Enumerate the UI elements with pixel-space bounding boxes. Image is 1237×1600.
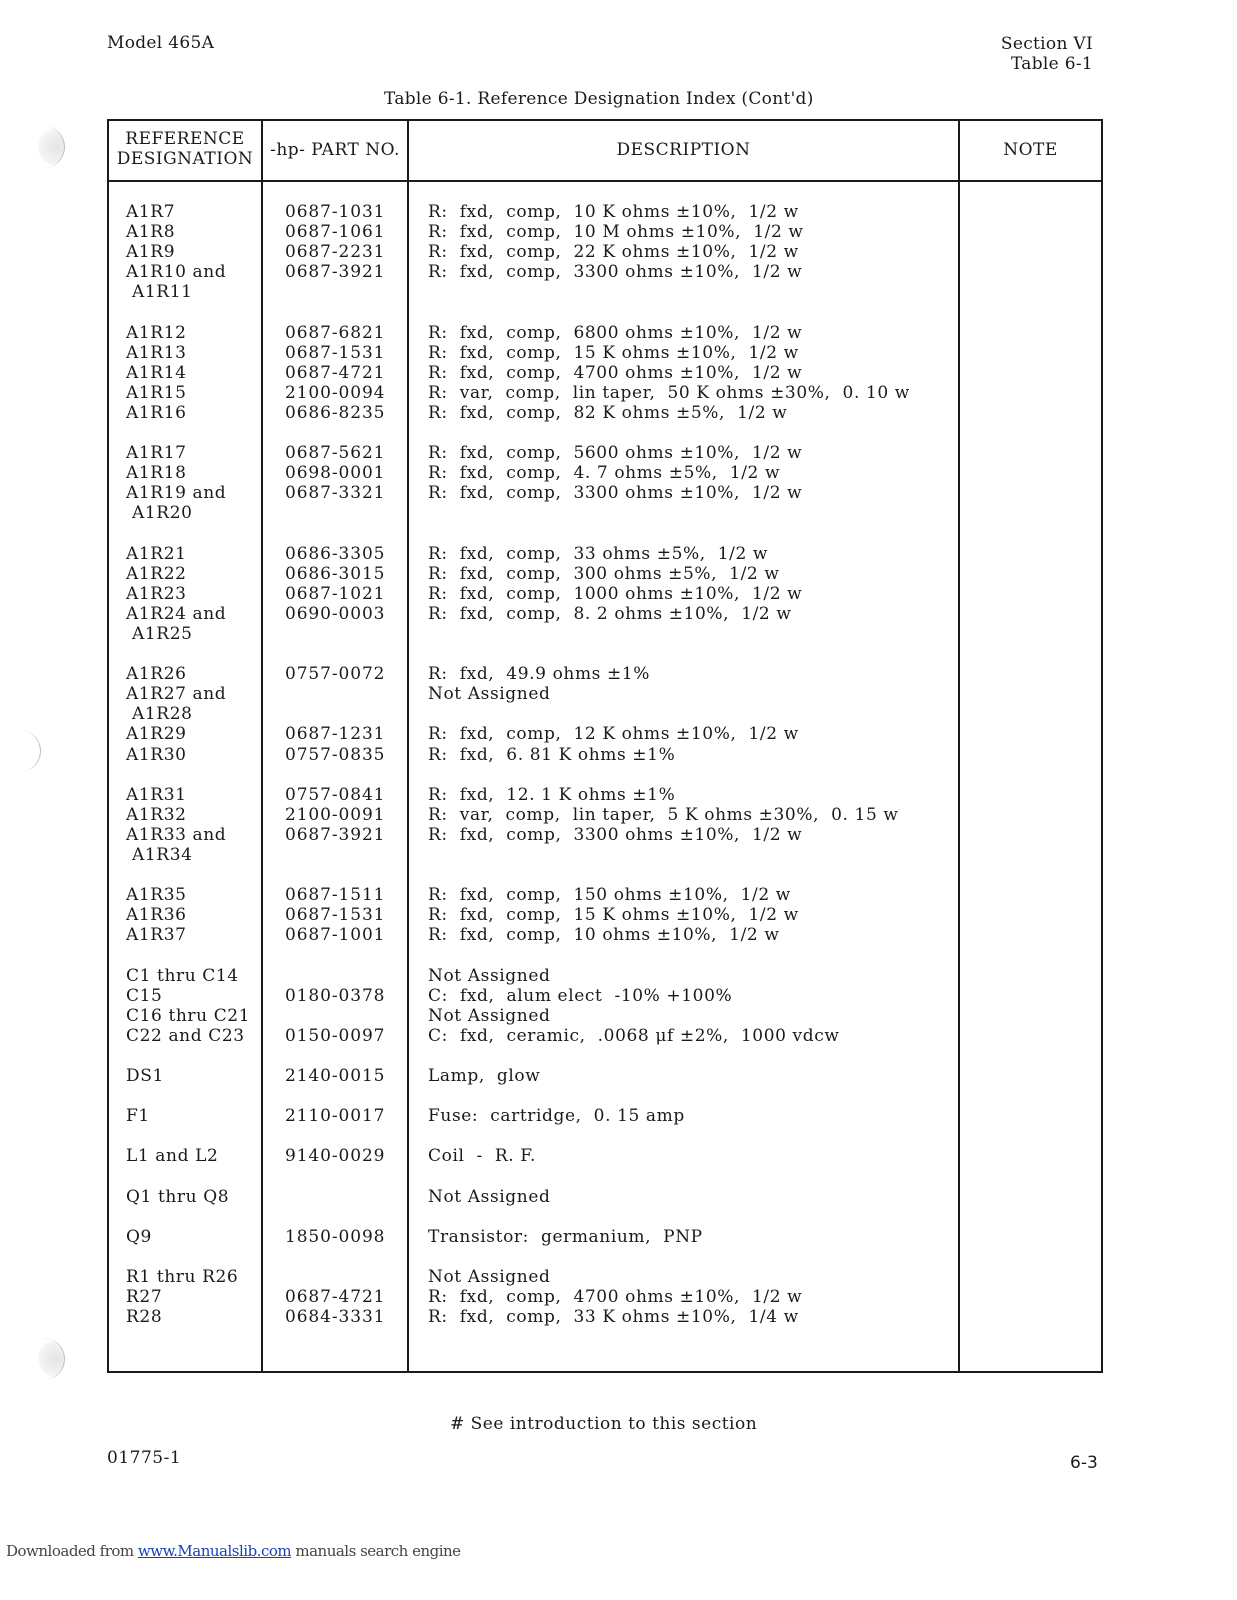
part-number-cell: 0698-0001 [285, 463, 386, 484]
part-number-cell [285, 865, 385, 885]
part-number-cell: 0687-1031 [285, 202, 386, 222]
table-bottom-border [107, 1371, 1103, 1373]
reference-designation-cell: A1R33 and [126, 824, 227, 845]
part-number-cell: 0686-8235 [285, 402, 386, 423]
description-cell [428, 282, 910, 302]
description-cell: R: fxd, comp, 12 K ohms ±10%, 1/2 w [428, 724, 799, 745]
manualslib-link[interactable]: www.Manualslib.com [137, 1542, 292, 1560]
reference-designation-cell: A1R28 [126, 704, 193, 725]
reference-designation-cell [126, 423, 250, 443]
description-cell: R: fxd, comp, 82 K ohms ±5%, 1/2 w [428, 402, 788, 423]
document-number: 01775-1 [107, 1448, 182, 1468]
reference-designation-cell [126, 865, 250, 885]
description-cell: R: fxd, comp, 3300 ohms ±10%, 1/2 w [428, 483, 803, 504]
description-cell: R: fxd, comp, 22 K ohms ±10%, 1/2 w [428, 242, 799, 263]
description-cell: Not Assigned [428, 965, 551, 986]
description-cell: R: fxd, comp, 4700 ohms ±10%, 1/2 w [428, 1287, 803, 1308]
description-cell: R: fxd, comp, 33 K ohms ±10%, 1/4 w [428, 1307, 799, 1328]
part-number-cell: 0757-0841 [285, 784, 386, 805]
description-cell: Transistor: germanium, PNP [428, 1226, 703, 1247]
part-number-cell: 0684-3331 [285, 1307, 386, 1328]
reference-designation-cell: A1R21 [126, 543, 187, 564]
description-cell: Not Assigned [428, 1266, 551, 1287]
reference-designation-cell: A1R24 and [126, 603, 227, 624]
table-left-border [107, 119, 109, 1373]
description-cell: R: fxd, comp, 10 K ohms ±10%, 1/2 w [428, 202, 799, 222]
description-cell: R: fxd, comp, 150 ohms ±10%, 1/2 w [428, 885, 791, 906]
reference-designation-cell: A1R13 [126, 342, 187, 363]
description-cell [428, 624, 910, 644]
description-cell: R: fxd, 12. 1 K ohms ±1% [428, 784, 676, 805]
reference-designation-cell: A1R25 [126, 623, 193, 644]
table-right-border [1101, 119, 1103, 1373]
reference-designation-cell: A1R17 [126, 443, 187, 464]
reference-designation-cell: A1R14 [126, 362, 187, 383]
description-cell: Not Assigned [428, 1186, 551, 1207]
part-number-cell: 0687-6821 [285, 322, 386, 343]
part-number-cell: 2100-0091 [285, 804, 386, 825]
part-number-cell: 0687-3921 [285, 262, 386, 283]
reference-designation-cell: A1R7 [126, 202, 176, 222]
description-cell [428, 1247, 910, 1267]
part-number-cell: 0686-3305 [285, 543, 386, 564]
part-number-cell [285, 704, 385, 724]
reference-designation-cell: A1R19 and [126, 483, 227, 504]
download-prefix: Downloaded from [6, 1542, 138, 1560]
header-reference-designation [109, 129, 261, 169]
part-number-cell [285, 423, 385, 443]
part-number-cell [285, 1267, 385, 1287]
table-top-border [107, 119, 1103, 121]
reference-designation-cell: F1 [126, 1106, 150, 1127]
description-cell: Not Assigned [428, 1005, 551, 1026]
part-number-cell: 0687-1231 [285, 724, 386, 745]
description-cell: R: fxd, 49.9 ohms ±1% [428, 664, 651, 685]
section-title: Section VI [1000, 34, 1093, 54]
description-cell: C: fxd, ceramic, .0068 μf ±2%, 1000 vdcw [428, 1025, 840, 1046]
reference-designation-cell: A1R16 [126, 402, 187, 423]
part-number-cell: 0687-3921 [285, 824, 386, 845]
reference-designation-cell [126, 1126, 250, 1146]
download-banner [6, 1542, 461, 1560]
reference-designation-cell: A1R31 [126, 784, 187, 805]
footnote: # See introduction to this section [450, 1414, 758, 1434]
part-number-cell: 2110-0017 [285, 1106, 386, 1127]
part-number-cell: 0757-0072 [285, 664, 386, 685]
model-label: Model 465A [107, 33, 215, 53]
description-cell: R: fxd, comp, 15 K ohms ±10%, 1/2 w [428, 905, 799, 926]
part-number-cell: 0687-1531 [285, 905, 386, 926]
part-number-cell [285, 945, 385, 965]
part-number-cell [285, 1086, 385, 1106]
reference-designation-cell: A1R27 and [126, 684, 227, 705]
description-cell: R: fxd, comp, 300 ohms ±5%, 1/2 w [428, 563, 780, 584]
header-part-no: -hp- PART NO. [270, 140, 400, 160]
download-suffix: manuals search engine [291, 1542, 461, 1560]
punch-hole-middle [14, 730, 41, 772]
description-cell [428, 765, 910, 785]
section-label [1001, 34, 1093, 74]
reference-designation-cell: DS1 [126, 1066, 164, 1087]
reference-column [126, 202, 250, 1327]
reference-designation-cell: L1 and L2 [126, 1146, 219, 1167]
part-number-cell: 0687-1021 [285, 583, 386, 604]
column-divider-2 [407, 119, 409, 1373]
part-number-cell: 0687-1061 [285, 222, 386, 243]
part-number-cell [285, 503, 385, 523]
reference-designation-cell: Q1 thru Q8 [126, 1186, 230, 1207]
part-number-cell [285, 684, 385, 704]
reference-designation-cell: A1R29 [126, 724, 187, 745]
part-number-cell: 1850-0098 [285, 1226, 386, 1247]
reference-designation-cell [126, 1247, 250, 1267]
page-number: 6-3 [1070, 1453, 1098, 1473]
reference-designation-cell: R1 thru R26 [126, 1266, 239, 1287]
part-number-cell: 0687-3321 [285, 483, 386, 504]
column-divider-3 [958, 119, 960, 1373]
part-number-cell: 0687-1511 [285, 885, 386, 906]
reference-designation-cell [126, 1046, 250, 1066]
part-number-cell [285, 765, 385, 785]
part-number-cell [285, 1247, 385, 1267]
part-number-cell: 0757-0835 [285, 744, 386, 765]
description-cell: R: fxd, comp, 4. 7 ohms ±5%, 1/2 w [428, 463, 781, 484]
header-ref-line1: REFERENCE [125, 129, 245, 149]
reference-designation-cell: A1R12 [126, 322, 187, 343]
reference-designation-cell: C1 thru C14 [126, 965, 239, 986]
reference-designation-cell: A1R26 [126, 664, 187, 685]
part-number-cell: 0690-0003 [285, 603, 386, 624]
part-number-cell [285, 966, 385, 986]
part-number-cell: 9140-0029 [285, 1146, 386, 1167]
punch-hole-top [38, 126, 65, 168]
part-number-cell: 0687-5621 [285, 443, 386, 464]
description-cell [428, 644, 910, 664]
punch-hole-bottom [38, 1338, 65, 1380]
column-divider-1 [261, 119, 263, 1373]
header-note: NOTE [1003, 140, 1058, 160]
description-cell [428, 503, 910, 523]
description-cell: R: var, comp, lin taper, 5 K ohms ±30%, 0. 15 w [428, 804, 899, 825]
reference-designation-cell: C22 and C23 [126, 1025, 245, 1046]
part-number-cell [285, 302, 385, 322]
description-cell [428, 865, 910, 885]
description-column [428, 202, 910, 1327]
part-number-cell [285, 524, 385, 544]
part-number-cell: 0686-3015 [285, 563, 386, 584]
description-cell [428, 1086, 910, 1106]
reference-designation-cell: A1R37 [126, 925, 187, 946]
reference-designation-cell: A1R34 [126, 845, 193, 865]
reference-designation-cell: A1R18 [126, 463, 187, 484]
part-number-cell [285, 845, 385, 865]
reference-designation-cell: A1R35 [126, 885, 187, 906]
description-cell: Not Assigned [428, 684, 551, 705]
part-number-cell: 0180-0378 [285, 985, 386, 1006]
description-cell [428, 423, 910, 443]
description-cell [428, 945, 910, 965]
reference-designation-cell [126, 1167, 250, 1187]
description-cell: R: fxd, comp, 10 ohms ±10%, 1/2 w [428, 925, 780, 946]
reference-designation-cell: A1R8 [126, 222, 176, 243]
reference-designation-cell: A1R32 [126, 804, 187, 825]
reference-designation-cell [126, 1086, 250, 1106]
description-cell: Fuse: cartridge, 0. 15 amp [428, 1106, 685, 1127]
reference-designation-cell: C15 [126, 985, 163, 1006]
reference-designation-cell [126, 945, 250, 965]
description-cell [428, 1126, 910, 1146]
reference-designation-cell [126, 644, 250, 664]
part-number-cell [285, 1167, 385, 1187]
reference-designation-cell: A1R22 [126, 563, 187, 584]
reference-designation-cell: C16 thru C21 [126, 1005, 251, 1026]
reference-designation-cell [126, 1207, 250, 1227]
reference-designation-cell: A1R20 [126, 503, 193, 524]
reference-designation-cell: A1R36 [126, 905, 187, 926]
description-cell [428, 1207, 910, 1227]
description-cell: C: fxd, alum elect -10% +100% [428, 985, 733, 1006]
description-cell [428, 524, 910, 544]
part-number-cell [285, 1046, 385, 1066]
description-cell: Coil - R. F. [428, 1146, 537, 1167]
part-number-cell: 0687-4721 [285, 362, 386, 383]
part-number-cell: 2100-0094 [285, 382, 386, 403]
part-number-cell: 0687-1001 [285, 925, 386, 946]
part-number-cell: 0687-4721 [285, 1287, 386, 1308]
part-number-cell: 0687-2231 [285, 242, 386, 263]
description-cell [428, 845, 910, 865]
description-cell [428, 704, 910, 724]
reference-designation-cell: A1R30 [126, 744, 187, 765]
reference-designation-cell [126, 524, 250, 544]
part-number-cell [285, 282, 385, 302]
part-number-cell: 0687-1531 [285, 342, 386, 363]
part-number-cell [285, 1126, 385, 1146]
description-cell: R: fxd, comp, 3300 ohms ±10%, 1/2 w [428, 824, 803, 845]
description-cell: R: fxd, comp, 6800 ohms ±10%, 1/2 w [428, 322, 803, 343]
reference-designation-cell [126, 302, 250, 322]
part-number-cell [285, 644, 385, 664]
reference-designation-cell: A1R23 [126, 583, 187, 604]
part-number-cell [285, 1187, 385, 1207]
description-cell: R: fxd, comp, 4700 ohms ±10%, 1/2 w [428, 362, 803, 383]
reference-designation-cell: A1R15 [126, 382, 187, 403]
part-number-cell [285, 1006, 385, 1026]
description-cell [428, 1046, 910, 1066]
description-cell: R: fxd, comp, 10 M ohms ±10%, 1/2 w [428, 222, 804, 243]
part-number-cell: 0150-0097 [285, 1025, 386, 1046]
table-title: Table 6-1. Reference Designation Index (Cont'd) [384, 89, 814, 109]
part-number-cell [285, 1207, 385, 1227]
part-number-cell [285, 624, 385, 644]
description-cell: R: fxd, comp, 1000 ohms ±10%, 1/2 w [428, 583, 803, 604]
reference-designation-cell: R28 [126, 1307, 163, 1328]
reference-designation-cell [126, 765, 250, 785]
description-cell: R: fxd, comp, 15 K ohms ±10%, 1/2 w [428, 342, 799, 363]
reference-designation-cell: A1R11 [126, 282, 193, 303]
reference-designation-cell: A1R10 and [126, 262, 227, 283]
description-cell [428, 302, 910, 322]
header-description: DESCRIPTION [616, 140, 751, 160]
description-cell: R: fxd, comp, 8. 2 ohms ±10%, 1/2 w [428, 603, 792, 624]
part-number-cell: 2140-0015 [285, 1066, 386, 1087]
description-cell: R: fxd, 6. 81 K ohms ±1% [428, 744, 676, 765]
description-cell [428, 1167, 910, 1187]
header-divider [107, 180, 1103, 182]
description-cell: R: var, comp, lin taper, 50 K ohms ±30%, 0. 10 w [428, 382, 910, 403]
reference-designation-cell: Q9 [126, 1226, 152, 1247]
description-cell: R: fxd, comp, 33 ohms ±5%, 1/2 w [428, 543, 769, 564]
part-number-column [285, 202, 385, 1327]
description-cell: R: fxd, comp, 3300 ohms ±10%, 1/2 w [428, 262, 803, 283]
table-reference: Table 6-1 [1010, 54, 1093, 74]
description-cell: R: fxd, comp, 5600 ohms ±10%, 1/2 w [428, 443, 803, 464]
reference-designation-cell: R27 [126, 1287, 163, 1308]
description-cell: Lamp, glow [428, 1066, 541, 1087]
reference-designation-cell: A1R9 [126, 242, 176, 263]
header-ref-line2: DESIGNATION [116, 149, 254, 169]
